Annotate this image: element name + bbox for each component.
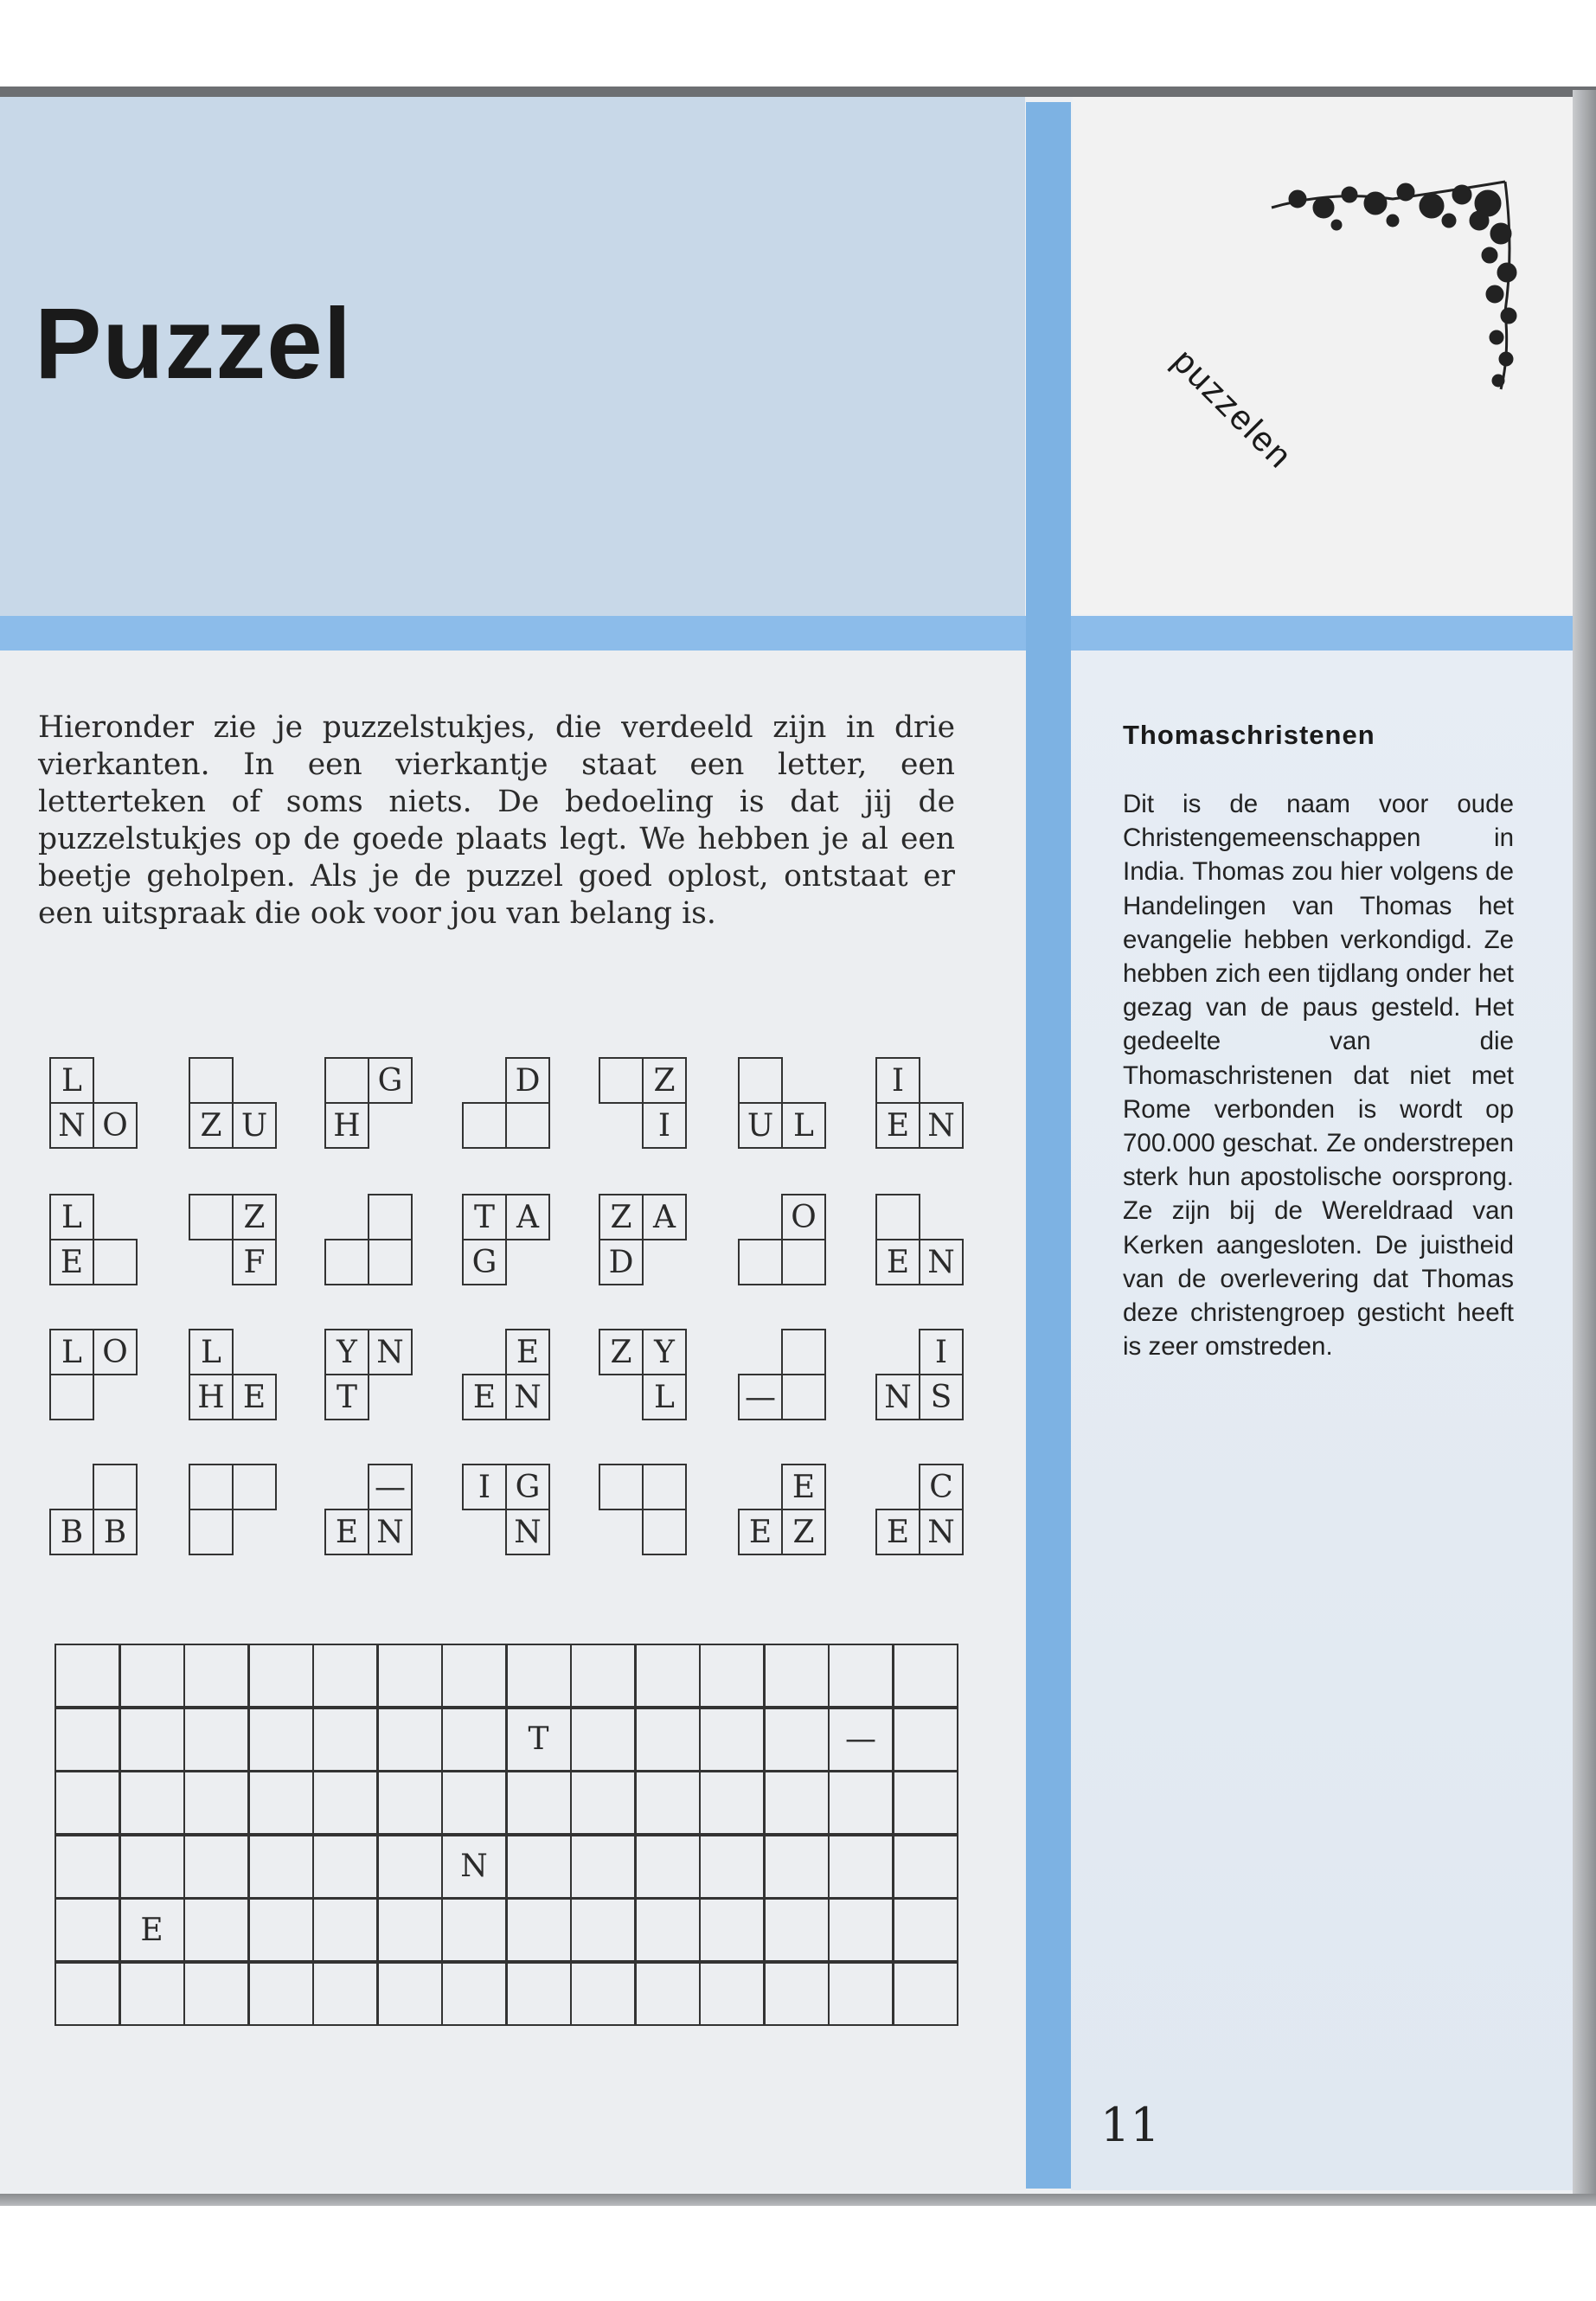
grid-cell[interactable] [183, 1644, 249, 1708]
grid-cell[interactable] [119, 1644, 185, 1708]
piece-cell [781, 1329, 826, 1375]
page-number: 11 [1100, 2098, 1160, 2152]
piece-cell [781, 1239, 826, 1285]
piece-cell [189, 1194, 234, 1240]
grid-cell[interactable] [377, 1898, 443, 1962]
piece-cell: L [49, 1329, 94, 1375]
grid-cell[interactable] [119, 1771, 185, 1835]
piece-cell: Y [642, 1329, 687, 1375]
grid-cell[interactable] [699, 1644, 765, 1708]
piece-cell [324, 1057, 369, 1104]
grid-cell[interactable] [119, 1708, 185, 1772]
piece-cell: S [919, 1374, 964, 1420]
piece-cell: N [919, 1102, 964, 1149]
piece-cell: H [324, 1102, 369, 1149]
piece-cell: E [875, 1239, 920, 1285]
grid-cell[interactable] [248, 1835, 314, 1899]
piece-cell [189, 1509, 234, 1555]
piece-cell: N [875, 1374, 920, 1420]
piece-cell: O [781, 1194, 826, 1240]
vertical-divider [1026, 102, 1071, 2189]
floral-corner-ornament [1263, 173, 1522, 398]
grid-cell[interactable] [119, 1835, 185, 1899]
grid-cell[interactable] [699, 1708, 765, 1772]
piece-cell: D [599, 1239, 644, 1285]
grid-cell[interactable] [441, 1771, 507, 1835]
piece-cell: E [505, 1329, 550, 1375]
grid-cell[interactable] [570, 1962, 636, 2026]
grid-cell[interactable] [828, 1644, 894, 1708]
piece-cell [462, 1102, 507, 1149]
piece-cell: Z [642, 1057, 687, 1104]
piece-cell: E [49, 1239, 94, 1285]
piece-cell [599, 1057, 644, 1104]
grid-cell[interactable]: T [506, 1708, 572, 1772]
piece-cell: N [919, 1509, 964, 1555]
grid-cell[interactable] [441, 1962, 507, 2026]
piece-cell: E [781, 1464, 826, 1510]
grid-cell[interactable] [312, 1708, 378, 1772]
grid-cell[interactable] [764, 1644, 830, 1708]
page-title: Puzzel [35, 287, 352, 400]
grid-cell[interactable] [893, 1771, 958, 1835]
piece-cell: L [49, 1194, 94, 1240]
grid-cell[interactable] [312, 1898, 378, 1962]
piece-cell: I [462, 1464, 507, 1510]
piece-cell: O [93, 1102, 138, 1149]
grid-cell[interactable] [506, 1835, 572, 1899]
grid-cell[interactable] [183, 1708, 249, 1772]
grid-cell[interactable] [248, 1898, 314, 1962]
grid-cell[interactable] [635, 1644, 701, 1708]
intro-paragraph: Hieronder zie je puzzelstukjes, die verdeeld zijn in drie vierkanten. In een vierkantje staat een letter, een letterteken of soms niets. De bedoeling is dat jij de puzzelstukjes op de goede plaats legt. We hebben je al een beetje geholpen. Als je de puzzel goed oplost, ontstaat er een uitspraak die ook voor jou van belang is. [38, 710, 955, 931]
piece-cell [93, 1464, 138, 1510]
grid-cell[interactable] [764, 1962, 830, 2026]
piece-cell: E [875, 1102, 920, 1149]
grid-cell[interactable] [377, 1708, 443, 1772]
grid-cell[interactable] [248, 1771, 314, 1835]
grid-cell[interactable] [377, 1771, 443, 1835]
grid-cell[interactable] [699, 1771, 765, 1835]
piece-cell: Z [189, 1102, 234, 1149]
grid-cell[interactable] [54, 1962, 120, 2026]
grid-cell[interactable] [764, 1898, 830, 1962]
grid-cell[interactable] [828, 1771, 894, 1835]
piece-cell: F [232, 1239, 277, 1285]
piece-cell: L [49, 1057, 94, 1104]
piece-cell: N [505, 1509, 550, 1555]
piece-cell: B [49, 1509, 94, 1555]
grid-cell[interactable] [377, 1644, 443, 1708]
grid-cell[interactable] [699, 1835, 765, 1899]
piece-cell [642, 1509, 687, 1555]
grid-cell[interactable] [312, 1962, 378, 2026]
piece-cell: Z [599, 1329, 644, 1375]
piece-cell: Z [232, 1194, 277, 1240]
grid-cell[interactable]: E [119, 1898, 185, 1962]
piece-cell: G [368, 1057, 413, 1104]
piece-cell: I [642, 1102, 687, 1149]
grid-cell[interactable] [699, 1962, 765, 2026]
piece-cell: G [505, 1464, 550, 1510]
grid-cell[interactable] [635, 1708, 701, 1772]
grid-cell[interactable] [248, 1962, 314, 2026]
piece-cell: L [781, 1102, 826, 1149]
piece-cell [368, 1194, 413, 1240]
piece-cell [368, 1239, 413, 1285]
piece-cell: C [919, 1464, 964, 1510]
horizontal-divider [0, 616, 1579, 651]
piece-cell: N [505, 1374, 550, 1420]
grid-cell[interactable] [183, 1771, 249, 1835]
piece-cell: A [642, 1194, 687, 1240]
grid-cell[interactable]: — [828, 1708, 894, 1772]
grid-cell[interactable] [893, 1835, 958, 1899]
grid-cell[interactable] [764, 1835, 830, 1899]
book-spine-edge [1573, 90, 1596, 2201]
piece-cell [875, 1194, 920, 1240]
grid-cell[interactable] [893, 1708, 958, 1772]
piece-cell [189, 1057, 234, 1104]
piece-cell [189, 1464, 234, 1510]
piece-cell [324, 1239, 369, 1285]
grid-cell[interactable] [119, 1962, 185, 2026]
piece-cell: D [505, 1057, 550, 1104]
piece-cell: E [738, 1509, 783, 1555]
top-edge [0, 87, 1596, 97]
piece-cell: Z [781, 1509, 826, 1555]
piece-cell: T [324, 1374, 369, 1420]
grid-cell[interactable] [506, 1771, 572, 1835]
grid-cell[interactable] [570, 1771, 636, 1835]
grid-cell[interactable]: N [441, 1835, 507, 1899]
sidebar-body: Dit is de naam voor oude Christengemeenschappen in India. Thomas zou hier volgens de Handelingen van Thomas het evangelie hebben verkondigd. Ze hebben zich een tijdlang onder het gezag van de paus gesteld. Het gedeelte van die Thomaschristenen dat niet met Rome verbonden is wordt op 700.000 geschat. Ze onderstrepen sterk hun apostolische oorsprong. Ze zijn bij de Wereldraad van Kerken aangesloten. De juistheid van de overlevering dat Thomas deze christengroep gesticht heeft is zeer omstreden. [1123, 790, 1514, 1362]
piece-cell: A [505, 1194, 550, 1240]
grid-cell[interactable] [828, 1898, 894, 1962]
piece-cell [505, 1102, 550, 1149]
piece-cell: N [49, 1102, 94, 1149]
grid-cell[interactable] [893, 1962, 958, 2026]
piece-cell: O [93, 1329, 138, 1375]
grid-cell[interactable] [893, 1644, 958, 1708]
piece-cell [642, 1464, 687, 1510]
piece-cell: N [919, 1239, 964, 1285]
grid-cell[interactable] [570, 1898, 636, 1962]
grid-cell[interactable] [506, 1962, 572, 2026]
grid-cell[interactable] [183, 1835, 249, 1899]
grid-cell[interactable] [635, 1962, 701, 2026]
grid-cell[interactable] [54, 1835, 120, 1899]
grid-cell[interactable] [570, 1835, 636, 1899]
grid-cell[interactable] [248, 1644, 314, 1708]
piece-cell [93, 1239, 138, 1285]
grid-cell[interactable] [183, 1962, 249, 2026]
piece-cell: N [368, 1509, 413, 1555]
corner-badge: puzzelen [1164, 342, 1300, 477]
grid-cell[interactable] [635, 1898, 701, 1962]
piece-cell: U [738, 1102, 783, 1149]
grid-cell[interactable] [570, 1708, 636, 1772]
grid-cell[interactable] [54, 1708, 120, 1772]
piece-cell: E [324, 1509, 369, 1555]
piece-cell: L [189, 1329, 234, 1375]
piece-cell [49, 1374, 94, 1420]
grid-cell[interactable] [248, 1708, 314, 1772]
sidebar-title: Thomaschristenen [1123, 720, 1375, 750]
grid-cell[interactable] [312, 1835, 378, 1899]
grid-cell[interactable] [635, 1771, 701, 1835]
grid-cell[interactable] [377, 1835, 443, 1899]
piece-cell [232, 1464, 277, 1510]
piece-cell: N [368, 1329, 413, 1375]
grid-cell[interactable] [570, 1644, 636, 1708]
grid-cell[interactable] [893, 1898, 958, 1962]
grid-cell[interactable] [312, 1771, 378, 1835]
piece-cell [599, 1464, 644, 1510]
grid-cell[interactable] [506, 1644, 572, 1708]
piece-cell: B [93, 1509, 138, 1555]
piece-cell: H [189, 1374, 234, 1420]
piece-cell: I [875, 1057, 920, 1104]
bottom-edge [0, 2194, 1596, 2206]
grid-cell[interactable] [828, 1962, 894, 2026]
grid-cell[interactable] [828, 1835, 894, 1899]
piece-cell: I [919, 1329, 964, 1375]
grid-cell[interactable] [54, 1898, 120, 1962]
grid-cell[interactable] [699, 1898, 765, 1962]
grid-cell[interactable] [441, 1898, 507, 1962]
grid-cell[interactable] [377, 1962, 443, 2026]
piece-cell: E [875, 1509, 920, 1555]
grid-cell[interactable] [764, 1708, 830, 1772]
grid-cell[interactable] [54, 1771, 120, 1835]
piece-cell: Z [599, 1194, 644, 1240]
piece-cell: — [738, 1374, 783, 1420]
grid-cell[interactable] [183, 1898, 249, 1962]
piece-cell: Y [324, 1329, 369, 1375]
grid-cell[interactable] [506, 1898, 572, 1962]
piece-cell: L [642, 1374, 687, 1420]
piece-cell: — [368, 1464, 413, 1510]
grid-cell[interactable] [764, 1771, 830, 1835]
grid-cell[interactable] [312, 1644, 378, 1708]
grid-cell[interactable] [441, 1644, 507, 1708]
piece-cell: U [232, 1102, 277, 1149]
grid-cell[interactable] [441, 1708, 507, 1772]
piece-cell: T [462, 1194, 507, 1240]
grid-cell[interactable] [54, 1644, 120, 1708]
piece-cell: E [462, 1374, 507, 1420]
piece-cell: E [232, 1374, 277, 1420]
piece-cell [738, 1239, 783, 1285]
piece-cell [738, 1057, 783, 1104]
grid-cell[interactable] [635, 1835, 701, 1899]
piece-cell: G [462, 1239, 507, 1285]
piece-cell [781, 1374, 826, 1420]
